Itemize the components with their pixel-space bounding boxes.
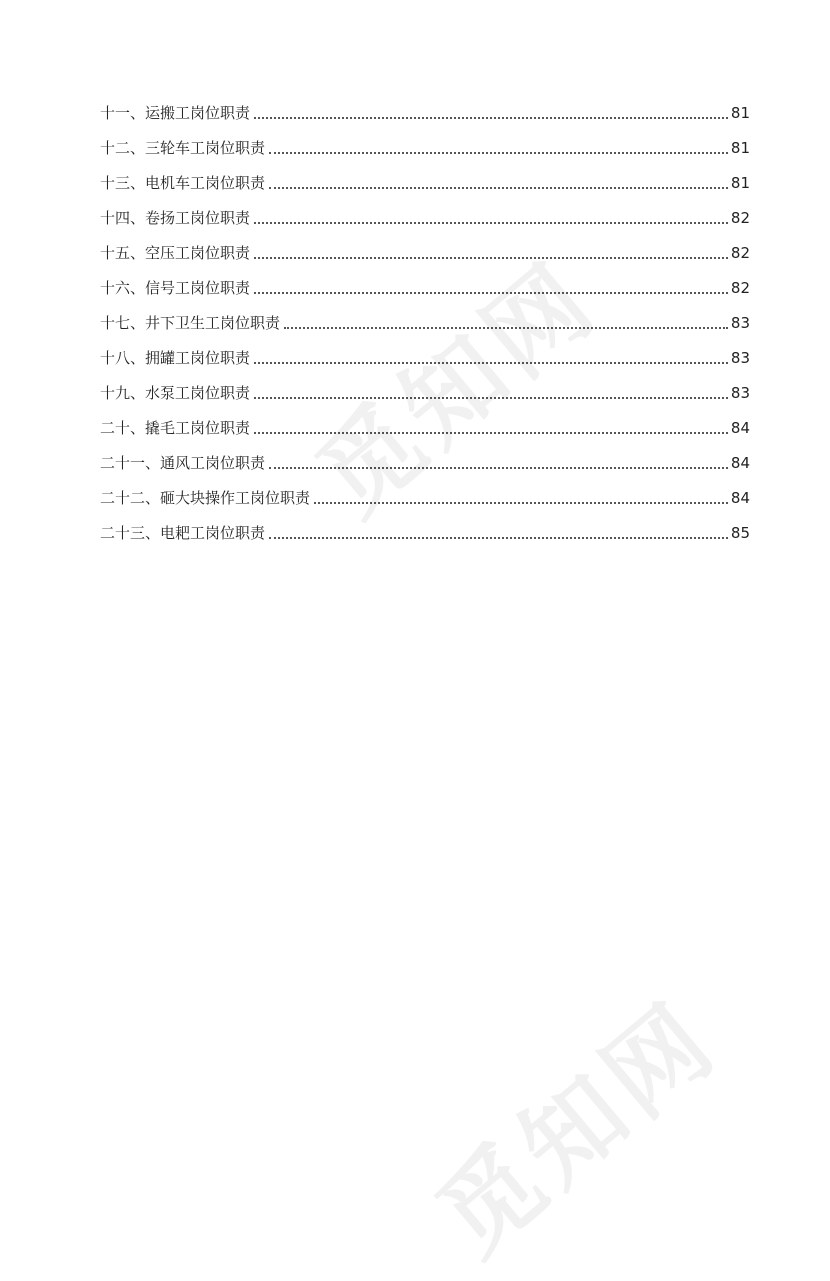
toc-entry[interactable]	[100, 158, 750, 193]
toc-leader-dots	[254, 220, 728, 224]
toc-leader-dots	[284, 325, 728, 329]
toc-entry-title: 三轮车工岗位职责	[145, 139, 266, 157]
toc-entry-title: 撬毛工岗位职责	[145, 419, 251, 437]
toc-leader-dots	[254, 360, 728, 364]
toc-entry-page: 85	[730, 524, 750, 542]
table-of-contents	[100, 88, 750, 543]
toc-entry[interactable]	[100, 403, 750, 438]
toc-entry-title: 电耙工岗位职责	[160, 524, 266, 542]
toc-entry[interactable]	[100, 123, 750, 158]
toc-leader-dots	[254, 115, 728, 119]
toc-entry-number: 二十一、	[100, 454, 161, 472]
toc-entry[interactable]	[100, 508, 750, 543]
toc-entry[interactable]	[100, 298, 750, 333]
toc-entry-title: 信号工岗位职责	[145, 279, 251, 297]
toc-entry-page: 83	[730, 384, 750, 402]
toc-entry[interactable]	[100, 473, 750, 508]
toc-entry-title: 通风工岗位职责	[160, 454, 266, 472]
toc-leader-dots	[254, 255, 728, 259]
toc-entry[interactable]	[100, 228, 750, 263]
toc-entry-number: 十二、	[100, 139, 146, 157]
toc-entry-title: 运搬工岗位职责	[145, 104, 251, 122]
toc-leader-dots	[254, 430, 728, 434]
toc-entry-page: 82	[730, 209, 750, 227]
toc-entry[interactable]	[100, 333, 750, 368]
toc-entry-page: 83	[730, 314, 750, 332]
toc-entry-page: 81	[730, 104, 750, 122]
toc-entry-number: 十八、	[100, 349, 146, 367]
toc-entry-page: 84	[730, 454, 750, 472]
toc-entry-number: 十九、	[100, 384, 146, 402]
toc-entry-page: 81	[730, 139, 750, 157]
toc-entry-page: 84	[730, 419, 750, 437]
toc-entry-title: 井下卫生工岗位职责	[145, 314, 281, 332]
toc-leader-dots	[269, 465, 728, 469]
toc-entry-number: 十一、	[100, 104, 146, 122]
toc-entry-number: 二十、	[100, 419, 146, 437]
toc-entry-number: 十四、	[100, 209, 146, 227]
toc-entry-title: 电机车工岗位职责	[145, 174, 266, 192]
toc-entry-number: 二十二、	[100, 489, 161, 507]
toc-entry[interactable]	[100, 263, 750, 298]
toc-entry-page: 82	[730, 244, 750, 262]
toc-entry-page: 84	[730, 489, 750, 507]
toc-leader-dots	[254, 290, 728, 294]
toc-leader-dots	[269, 535, 728, 539]
toc-entry-title: 水泵工岗位职责	[145, 384, 251, 402]
watermark: 觅知网	[295, 239, 620, 538]
toc-leader-dots	[314, 500, 728, 504]
toc-entry-number: 十五、	[100, 244, 146, 262]
toc-leader-dots	[269, 185, 728, 189]
toc-entry[interactable]	[100, 368, 750, 403]
toc-entry-page: 83	[730, 349, 750, 367]
toc-entry-number: 二十三、	[100, 524, 161, 542]
toc-entry[interactable]	[100, 88, 750, 123]
toc-entry-number: 十三、	[100, 174, 146, 192]
watermark: 觅知网	[415, 979, 740, 1278]
toc-entry-title: 卷扬工岗位职责	[145, 209, 251, 227]
toc-entry[interactable]	[100, 193, 750, 228]
toc-entry-number: 十七、	[100, 314, 146, 332]
toc-entry-number: 十六、	[100, 279, 146, 297]
toc-entry-title: 空压工岗位职责	[145, 244, 251, 262]
toc-leader-dots	[254, 395, 728, 399]
toc-leader-dots	[269, 150, 728, 154]
toc-entry-title: 砸大块操作工岗位职责	[160, 489, 311, 507]
toc-entry[interactable]	[100, 438, 750, 473]
toc-entry-title: 拥罐工岗位职责	[145, 349, 251, 367]
toc-entry-page: 82	[730, 279, 750, 297]
toc-entry-page: 81	[730, 174, 750, 192]
